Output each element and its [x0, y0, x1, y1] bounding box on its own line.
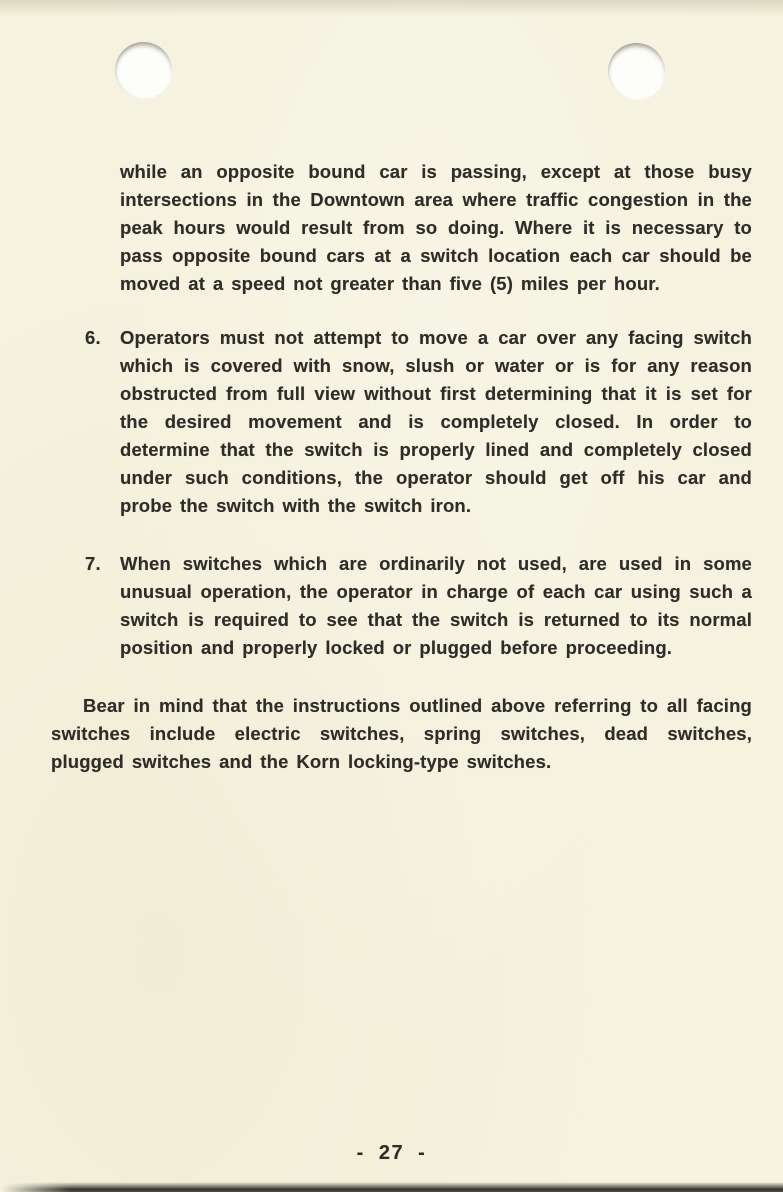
- punch-hole-left: [115, 42, 172, 99]
- rule-item-7: [85, 550, 752, 662]
- closing-paragraph: Bear in mind that the instructions outlined above referring to all facing switches include electric switches, spring switches, dead switches, plugged switches and the Korn locking-type switches.: [51, 695, 752, 772]
- rule-item-7-text: When switches which are ordinarily not used, are used in some unusual operation, the operator in charge of each car using such a switch is required to see that the switch is returned to its normal position and properly locked or plugged before proceeding.: [120, 553, 752, 658]
- rule-item-7-number: 7.: [85, 553, 101, 574]
- scan-top-shading: [0, 0, 783, 16]
- paragraph-continuation: while an opposite bound car is passing, except at those busy intersections in the Downtown area where traffic congestion in the peak hours would result from so doing. Where it is necessary to pass opposite bound cars at a switch location each car should be moved at a speed not greater than five (5) miles per hour.: [120, 161, 752, 294]
- rule-item-6-text: Operators must not attempt to move a car over any facing switch which is covered with snow, slush or water or is for any reason obstructed from full view without first determining that it is set for the desired movement and is completely closed. In order to determine that the switch is properly lined and completely closed under such conditions, the operator should get off his car and probe the switch with the switch iron.: [120, 327, 752, 516]
- page-number: - 27 -: [356, 1142, 427, 1164]
- scan-bottom-edge: [0, 1182, 783, 1192]
- rule-item-6: [85, 324, 752, 520]
- punch-hole-right: [608, 43, 665, 100]
- rule-item-6-number: 6.: [85, 327, 101, 348]
- body-text: [0, 158, 783, 776]
